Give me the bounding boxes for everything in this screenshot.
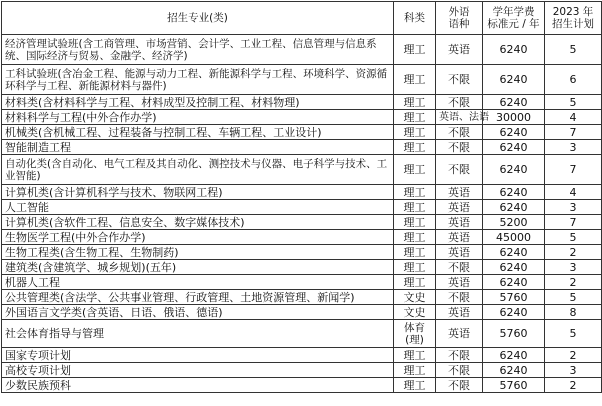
cell-language: 不限 <box>436 95 483 110</box>
cell-major: 人工智能 <box>2 200 394 215</box>
cell-language: 英语 <box>436 215 483 230</box>
cell-category: 理工 <box>394 245 436 260</box>
cell-plan: 5 <box>545 230 602 245</box>
cell-plan: 7 <box>545 125 602 140</box>
cell-category: 理工 <box>394 260 436 275</box>
cell-major: 建筑类(含建筑学、城乡规划)(五年) <box>2 260 394 275</box>
cell-category: 体育(理) <box>394 320 436 348</box>
cell-language: 英语 <box>436 245 483 260</box>
header-major: 招生专业(类) <box>2 2 394 35</box>
cell-major: 社会体育指导与管理 <box>2 320 394 348</box>
cell-fee: 6240 <box>483 260 545 275</box>
table-row <box>2 200 602 215</box>
header-language <box>436 2 483 35</box>
cell-language: 英语 <box>436 185 483 200</box>
cell-major: 材料科学与工程(中外合作办学) <box>2 110 394 125</box>
cell-language: 不限 <box>436 140 483 155</box>
cell-plan: 5 <box>545 320 602 348</box>
cell-language: 英语 <box>436 320 483 348</box>
cell-plan: 5 <box>545 35 602 65</box>
cell-fee: 6240 <box>483 363 545 378</box>
cell-category: 理工 <box>394 140 436 155</box>
cell-fee: 6240 <box>483 348 545 363</box>
header-language-line2: 语种 <box>448 18 470 30</box>
cell-fee: 6240 <box>483 155 545 185</box>
header-plan-line2: 招生计划 <box>552 18 594 30</box>
cell-language: 英语 <box>436 35 483 65</box>
cell-category: 文史 <box>394 290 436 305</box>
cell-category: 理工 <box>394 110 436 125</box>
table-row <box>2 185 602 200</box>
cell-major: 计算机类(含计算机科学与技术、物联网工程) <box>2 185 394 200</box>
table-row <box>2 245 602 260</box>
table-row <box>2 35 602 65</box>
cell-plan: 2 <box>545 245 602 260</box>
header-plan <box>545 2 602 35</box>
cell-major: 工科试验班(含冶金工程、能源与动力工程、新能源科学与工程、环境科学、资源循环科学与工程、新能源材料与器件) <box>2 65 394 95</box>
cell-language: 英语 <box>436 275 483 290</box>
cell-fee: 5200 <box>483 215 545 230</box>
cell-major: 计算机类(含软件工程、信息安全、数字媒体技术) <box>2 215 394 230</box>
table-row <box>2 230 602 245</box>
cell-language: 不限 <box>436 65 483 95</box>
cell-plan: 3 <box>545 200 602 215</box>
cell-major: 少数民族预科 <box>2 378 394 393</box>
enrollment-plan-table <box>1 1 602 393</box>
cell-major: 经济管理试验班(含工商管理、市场营销、会计学、工业工程、信息管理与信息系统、国际经济与贸易、金融学、经济学) <box>2 35 394 65</box>
cell-plan: 2 <box>545 378 602 393</box>
table-row <box>2 363 602 378</box>
cell-major: 生物医学工程(中外合作办学) <box>2 230 394 245</box>
cell-language: 英语 <box>436 200 483 215</box>
cell-category: 理工 <box>394 95 436 110</box>
header-category: 科类 <box>394 2 436 35</box>
header-language-line1: 外语 <box>448 6 470 18</box>
cell-major: 机械类(含机械工程、过程装备与控制工程、车辆工程、工业设计) <box>2 125 394 140</box>
cell-category: 理工 <box>394 125 436 140</box>
table-row <box>2 95 602 110</box>
cell-category: 理工 <box>394 275 436 290</box>
cell-category: 理工 <box>394 155 436 185</box>
table-row <box>2 155 602 185</box>
table-row <box>2 348 602 363</box>
cell-major: 国家专项计划 <box>2 348 394 363</box>
cell-plan: 7 <box>545 215 602 230</box>
cell-category: 理工 <box>394 65 436 95</box>
cell-fee: 5760 <box>483 320 545 348</box>
cell-major: 外国语言文学类(含英语、日语、俄语、德语) <box>2 305 394 320</box>
cell-fee: 6240 <box>483 140 545 155</box>
table-row <box>2 305 602 320</box>
cell-plan: 3 <box>545 363 602 378</box>
cell-language: 不限 <box>436 125 483 140</box>
cell-plan: 8 <box>545 305 602 320</box>
table-row <box>2 320 602 348</box>
cell-fee: 6240 <box>483 35 545 65</box>
table-row <box>2 260 602 275</box>
cell-category: 理工 <box>394 363 436 378</box>
cell-language: 不限 <box>436 290 483 305</box>
cell-language: 英语、法语 <box>436 110 483 125</box>
cell-category: 理工 <box>394 378 436 393</box>
cell-fee: 6240 <box>483 275 545 290</box>
cell-fee: 6240 <box>483 245 545 260</box>
header-plan-line1: 2023 年 <box>552 6 594 18</box>
cell-language: 不限 <box>436 348 483 363</box>
table-row <box>2 215 602 230</box>
cell-fee: 5760 <box>483 378 545 393</box>
cell-category: 文史 <box>394 305 436 320</box>
cell-fee: 6240 <box>483 185 545 200</box>
cell-major: 自动化类(含自动化、电气工程及其自动化、测控技术与仪器、电子科学与技术、工业智能) <box>2 155 394 185</box>
cell-language: 不限 <box>436 378 483 393</box>
cell-language: 不限 <box>436 155 483 185</box>
cell-language: 不限 <box>436 260 483 275</box>
cell-fee: 45000 <box>483 230 545 245</box>
cell-category: 理工 <box>394 185 436 200</box>
cell-plan: 3 <box>545 140 602 155</box>
cell-major: 公共管理类(含法学、公共事业管理、行政管理、土地资源管理、新闻学) <box>2 290 394 305</box>
cell-plan: 2 <box>545 275 602 290</box>
table-row <box>2 65 602 95</box>
cell-plan: 7 <box>545 155 602 185</box>
cell-fee: 6240 <box>483 200 545 215</box>
header-fee <box>483 2 545 35</box>
table-row <box>2 290 602 305</box>
cell-plan: 4 <box>545 185 602 200</box>
cell-plan: 5 <box>545 290 602 305</box>
cell-language: 不限 <box>436 363 483 378</box>
cell-major: 材料类(含材料科学与工程、材料成型及控制工程、材料物理) <box>2 95 394 110</box>
cell-plan: 6 <box>545 65 602 95</box>
table-row <box>2 140 602 155</box>
cell-category: 理工 <box>394 215 436 230</box>
cell-plan: 3 <box>545 260 602 275</box>
cell-language: 英语 <box>436 230 483 245</box>
cell-category: 理工 <box>394 348 436 363</box>
cell-plan: 2 <box>545 348 602 363</box>
cell-plan: 5 <box>545 95 602 110</box>
cell-major: 高校专项计划 <box>2 363 394 378</box>
cell-fee: 5760 <box>483 290 545 305</box>
table-header-row <box>2 2 602 35</box>
cell-fee: 6240 <box>483 65 545 95</box>
table-row <box>2 110 602 125</box>
cell-fee: 30000 <box>483 110 545 125</box>
cell-fee: 6240 <box>483 95 545 110</box>
cell-language: 英语 <box>436 305 483 320</box>
cell-category: 理工 <box>394 230 436 245</box>
cell-category: 理工 <box>394 35 436 65</box>
cell-plan: 4 <box>545 110 602 125</box>
cell-major: 智能制造工程 <box>2 140 394 155</box>
cell-major: 生物工程类(含生物工程、生物制药) <box>2 245 394 260</box>
cell-fee: 6240 <box>483 305 545 320</box>
cell-major: 机器人工程 <box>2 275 394 290</box>
table-row <box>2 275 602 290</box>
cell-fee: 6240 <box>483 125 545 140</box>
table-row <box>2 125 602 140</box>
cell-category: 理工 <box>394 200 436 215</box>
header-fee-line1: 学年学费 <box>492 6 535 18</box>
table-row <box>2 378 602 393</box>
header-fee-line2: 标准元 / 年 <box>487 18 540 30</box>
